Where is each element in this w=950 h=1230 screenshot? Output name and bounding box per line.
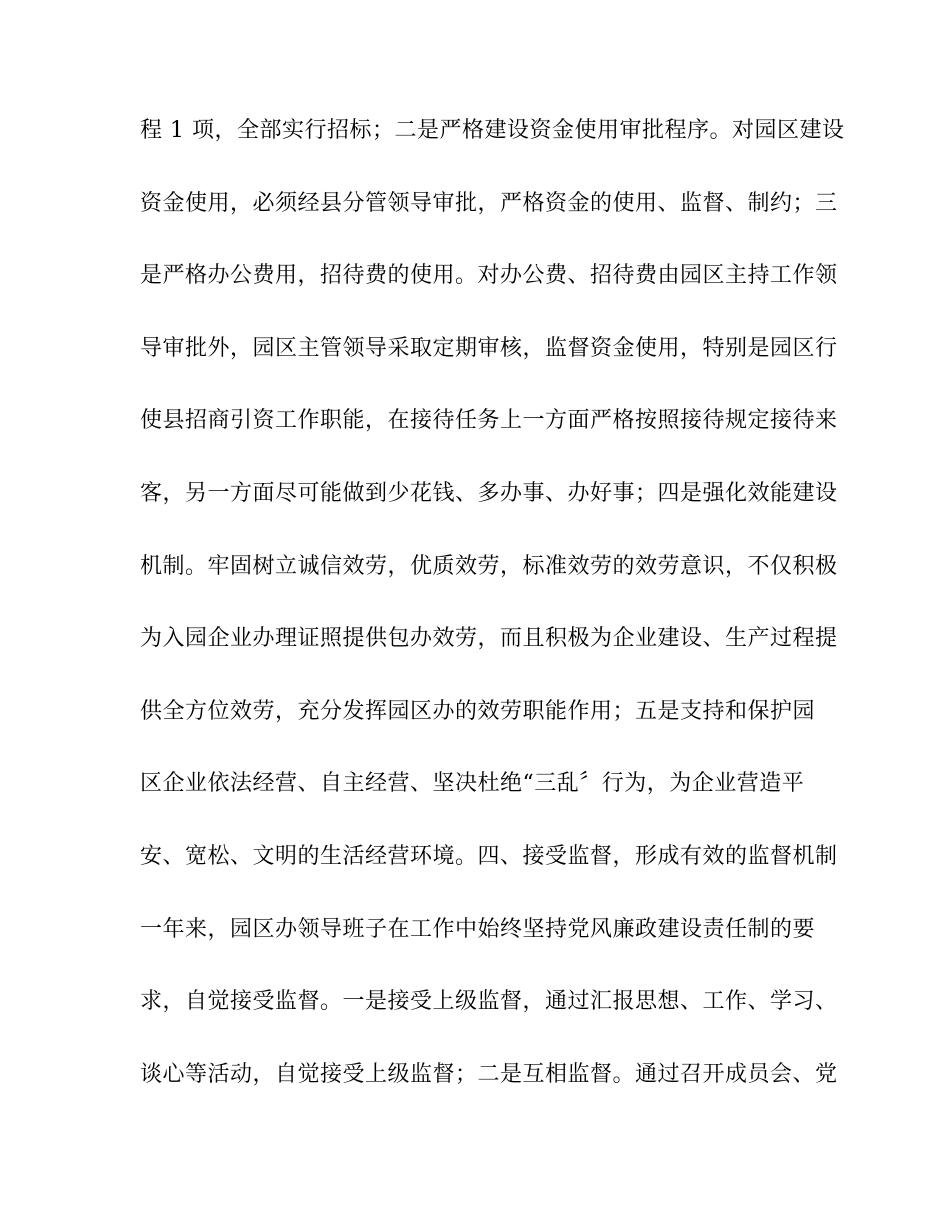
text-line: 是严格办公费用，招待费的使用。对办公费、招待费由园区主持工作领 <box>140 263 838 289</box>
text-line: 区企业依法经营、自主经营、坚决杜绝“三乱〞行为，为企业营造平 <box>140 771 805 797</box>
text-line: 程 1 项，全部实行招标；二是严格建设资金使用审批程序。对园区建设 <box>140 118 845 143</box>
text-line: 使县招商引资工作职能，在接待任务上一方面严格按照接待规定接待来 <box>140 408 838 434</box>
text-line: 一年来，园区办领导班子在工作中始终坚持党风廉政建设责任制的要 <box>140 916 816 942</box>
text-line: 客，另一方面尽可能做到少花钱、多办事、办好事；四是强化效能建设 <box>140 480 838 506</box>
text-line: 资金使用，必须经县分管领导审批，严格资金的使用、监督、制约；三 <box>140 190 838 216</box>
text-line: 导审批外，园区主管领导采取定期审核，监督资金使用，特别是园区行 <box>140 335 838 361</box>
text-line: 机制。牢固树立诚信效劳，优质效劳，标准效劳的效劳意识，不仅积极 <box>140 553 838 579</box>
text-line: 供全方位效劳，充分发挥园区办的效劳职能作用；五是支持和保护园 <box>140 698 816 724</box>
body-text <box>140 118 845 1136</box>
text-line: 求，自觉接受监督。一是接受上级监督，通过汇报思想、工作、学习、 <box>140 989 838 1015</box>
text-line: 谈心等活动，自觉接受上级监督；二是互相监督。通过召开成员会、党 <box>140 1061 838 1087</box>
text-line: 为入园企业办理证照提供包办效劳，而且积极为企业建设、生产过程提 <box>140 626 838 652</box>
text-line: 安、宽松、文明的生活经营环境。四、接受监督，形成有效的监督机制 <box>140 843 838 869</box>
